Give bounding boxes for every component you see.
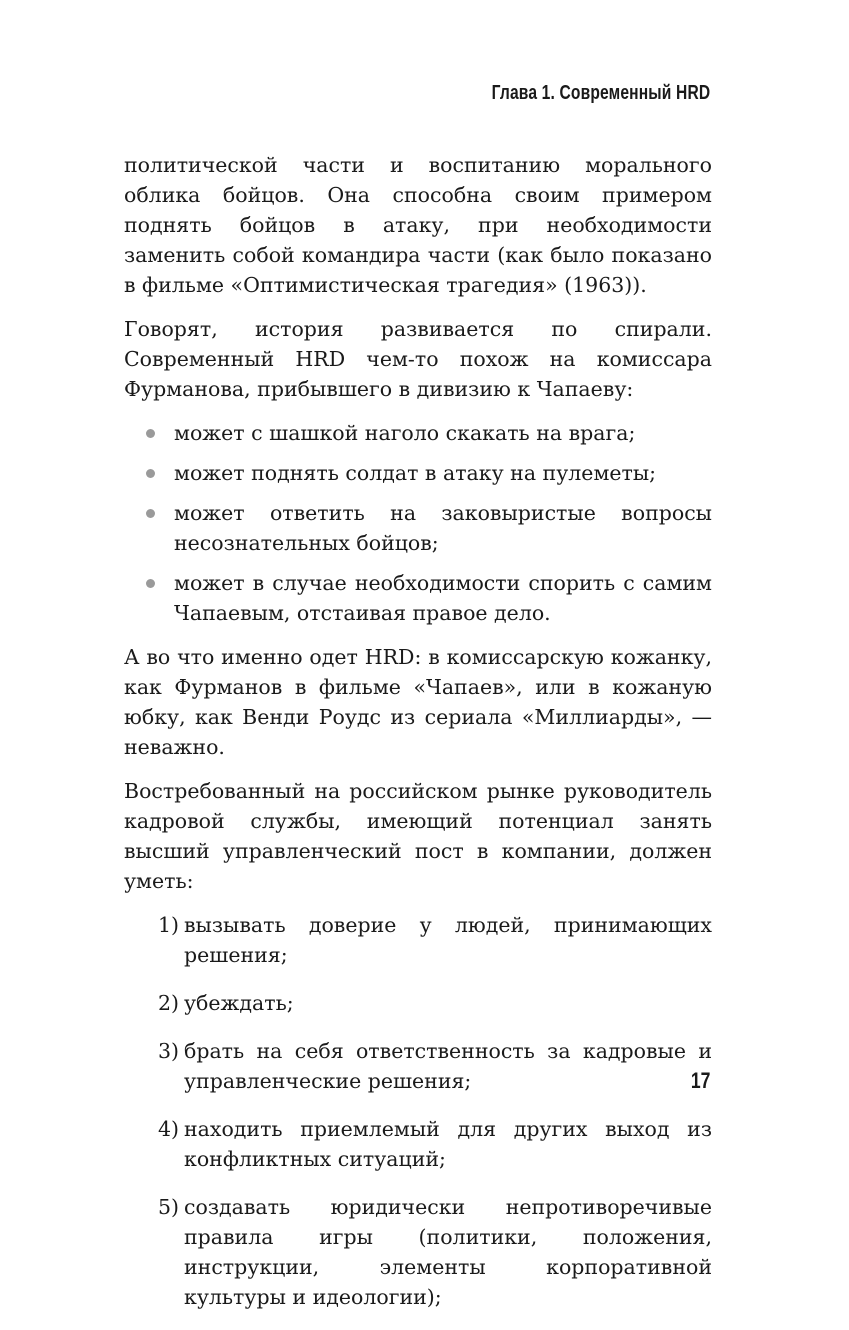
- bullet-item-text: может с шашкой наголо скакать на врага;: [174, 421, 636, 445]
- numbered-item-marker: 2): [158, 991, 180, 1015]
- numbered-item: [124, 910, 712, 970]
- bullet-item-text: может поднять солдат в атаку на пулеметы;: [174, 461, 657, 485]
- paragraph-hr-head-skills: Востребованный на российском рынке руководитель кадровой службы, имеющий потенциал занять высший управленческий пост в компании, должен уметь:: [124, 779, 712, 893]
- running-header: Глава 1. Современный HRD: [491, 82, 710, 104]
- numbered-item-text: убеждать;: [184, 991, 294, 1015]
- bullet-dot-icon: [146, 509, 155, 518]
- numbered-item: [124, 1036, 712, 1096]
- numbered-item: [124, 1114, 712, 1174]
- paragraph-spiral-history: Говорят, история развивается по спирали. Современный HRD чем-то похож на комиссара Фурманова, прибывшего в дивизию к Чапаеву:: [124, 317, 712, 401]
- bullet-item: [124, 498, 712, 558]
- numbered-item-text: вызывать доверие у людей, принимающих решения;: [184, 913, 712, 967]
- numbered-item-marker: 5): [158, 1195, 180, 1219]
- numbered-item-marker: 3): [158, 1039, 180, 1063]
- page-number: 17: [690, 1068, 710, 1093]
- page-body: [124, 150, 712, 1330]
- bullet-item: [124, 458, 712, 488]
- paragraph-continuation: политической части и воспитанию морального облика бойцов. Она способна своим примером поднять бойцов в атаку, при необходимости заменить собой командира части (как было показано в фильме «Оптимистическая трагедия» (1963)).: [124, 153, 712, 297]
- bullet-item-text: может в случае необходимости спорить с самим Чапаевым, отстаивая правое дело.: [174, 571, 712, 625]
- bullet-dot-icon: [146, 469, 155, 478]
- numbered-list: [124, 910, 712, 1312]
- bullet-item: [124, 418, 712, 448]
- numbered-item: [124, 1192, 712, 1312]
- bullet-dot-icon: [146, 579, 155, 588]
- bullet-item-text: может ответить на заковыристые вопросы несознательных бойцов;: [174, 501, 712, 555]
- bullet-dot-icon: [146, 429, 155, 438]
- bullet-list: [124, 418, 712, 628]
- bullet-item: [124, 568, 712, 628]
- numbered-item-marker: 4): [158, 1117, 180, 1141]
- numbered-item-text: брать на себя ответственность за кадровые и управленческие решения;: [184, 1039, 712, 1093]
- numbered-item-text: создавать юридически непротиворечивые правила игры (политики, положения, инструкции, элементы корпоративной культуры и идеологии);: [184, 1195, 712, 1309]
- numbered-item-text: находить приемлемый для других выход из конфликтных ситуаций;: [184, 1117, 712, 1171]
- numbered-item: [124, 988, 712, 1018]
- numbered-item-marker: 1): [158, 913, 180, 937]
- paragraph-hrd-attire: А во что именно одет HRD: в комиссарскую кожанку, как Фурманов в фильме «Чапаев», или в кожаную юбку, как Венди Роудс из сериала «Миллиарды», — неважно.: [124, 645, 712, 759]
